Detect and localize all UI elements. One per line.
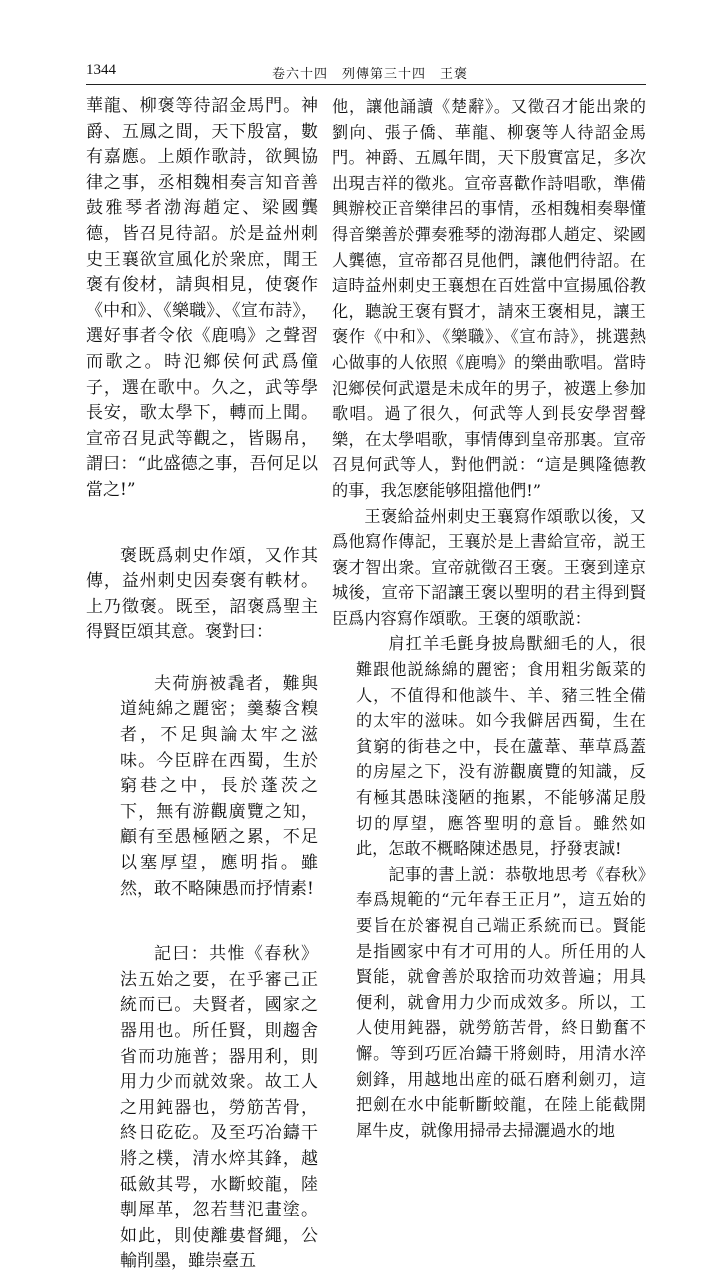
modern-translation-column <box>332 94 646 1143</box>
translation-paragraph-1: 他，讓他誦讀《楚辭》。又徵召才能出衆的劉向、張子僑、華龍、柳褒等人待詔金馬門。神爵、五鳳年間，天下殷實富足，多次出現吉祥的徵兆。宣帝喜歡作詩唱歌，準備興辦校正音樂律呂的事情，丞相魏相奏舉懂得音樂善於彈奏雅琴的渤海郡人趙定、梁國人龔德，宣帝都召見他們，讓他們待詔。在這時益州刺史王襄想在百姓當中宣揚風俗教化，聽說王褒有賢才，請來王褒相見，讓王褒作《中和》、《樂職》、《宣布詩》，挑選熱心做事的人依照《鹿鳴》的樂曲歌唱。當時氾鄉侯何武還是未成年的男子，被選上參加歌唱。過了很久，何武等人到長安學習聲樂，在太學唱歌，事情傳到皇帝那裏。宣帝召見何武等人，對他們説：“這是興隆德教的事，我怎麽能够阻擋他們!” <box>332 97 646 500</box>
translation-paragraph-2: 王褒給益州刺史王襄寫作頌歌以後，又爲他寫作傳記，王襄於是上書給宣帝，説王褒才智出衆。宣帝就徵召王褒。王褒到達京城後，宣帝下詔讓王褒以聖明的君主得到賢臣爲内容寫作頌歌。王褒的頌歌説： <box>332 506 646 628</box>
classical-paragraph-2: 褒既爲刺史作頌，又作其傳，益州刺史因奏褒有軼材。上乃徵褒。既至，詔褒爲聖主得賢臣頌其意。褒對曰： <box>86 545 318 643</box>
page-header <box>86 62 646 82</box>
running-head: 卷六十四 列傳第三十四 王褒 <box>272 67 469 82</box>
classical-quote-1: 夫荷旃被毳者，難與道純綿之麗密；羹藜含糗者，不足與論太牢之滋味。今臣辟在西蜀，生於窮巷之中，長於蓬茨之下，無有游觀廣覽之知，顧有至愚極陋之累，不足以塞厚望，應明指。雖然，敢不略陳愚而抒情素! <box>120 673 318 899</box>
classical-quote-2: 記曰：共惟《春秋》法五始之要，在乎審己正統而已。夫賢者，國家之器用也。所任賢，則趨舍省而功施普；器用利，則用力少而就效衆。故工人之用鈍器也，勞筋苦骨，終日矻矻。及至巧冶鑄干將之樸，清水焠其鋒，越砥斂其咢，水斷蛟龍，陸剸犀革，忽若彗氾畫塗。如此，則使離婁督繩，公輸削墨，雖崇臺五 <box>120 944 318 1272</box>
classical-paragraph-1: 華龍、柳褒等待詔金馬門。神爵、五鳳之間，天下殷富，數有嘉應。上頗作歌詩，欲興協律之事，丞相魏相奏言知音善鼓雅琴者渤海趙定、梁國龔德，皆召見待詔。於是益州刺史王襄欲宣風化於衆庶，聞王褒有俊材，請與相見，使褒作《中和》、《樂職》、《宣布詩》，選好事者令依《鹿鳴》之聲習而歌之。時氾鄉侯何武爲僮子，選在歌中。久之，武等學長安，歌太學下，轉而上聞。宣帝召見武等觀之，皆賜帛，謂曰：“此盛德之事，吾何足以當之!” <box>86 96 318 500</box>
header-rule <box>86 84 646 85</box>
classical-text-column <box>86 94 318 1275</box>
page-number: 1344 <box>86 62 116 78</box>
translation-quote-2: 記事的書上説：恭敬地思考《春秋》奉爲規範的“元年春王正月”，這五始的要旨在於審視自己端正系統而已。賢能是指國家中有才可用的人。所任用的人賢能，就會善於取捨而功效普遍；用具便利，就會用力少而成效多。所以，工人使用鈍器，就勞筋苦骨，終日勤奮不懈。等到巧匠冶鑄干將劍時，用清水淬劍鋒，用越地出産的砥石磨利劍刃，這把劍在水中能斬斷蛟龍，在陸上能截開犀牛皮，就像用掃帚去掃灑過水的地 <box>356 864 646 1140</box>
translation-quote-1: 肩扛羊毛氈身披鳥獸細毛的人，很難跟他説絲綿的麗密；食用粗劣飯菜的人，不值得和他談牛、羊、豬三牲全備的太牢的滋味。如今我僻居西蜀，生在貧窮的街巷之中，長在蘆葦、華草爲蓋的房屋之下，没有游觀廣覽的知識，反有極其愚昧淺陋的拖累，不能够滿足殷切的厚望，應答聖明的意旨。雖然如此，怎敢不概略陳述愚見，抒發衷誠! <box>356 634 646 859</box>
